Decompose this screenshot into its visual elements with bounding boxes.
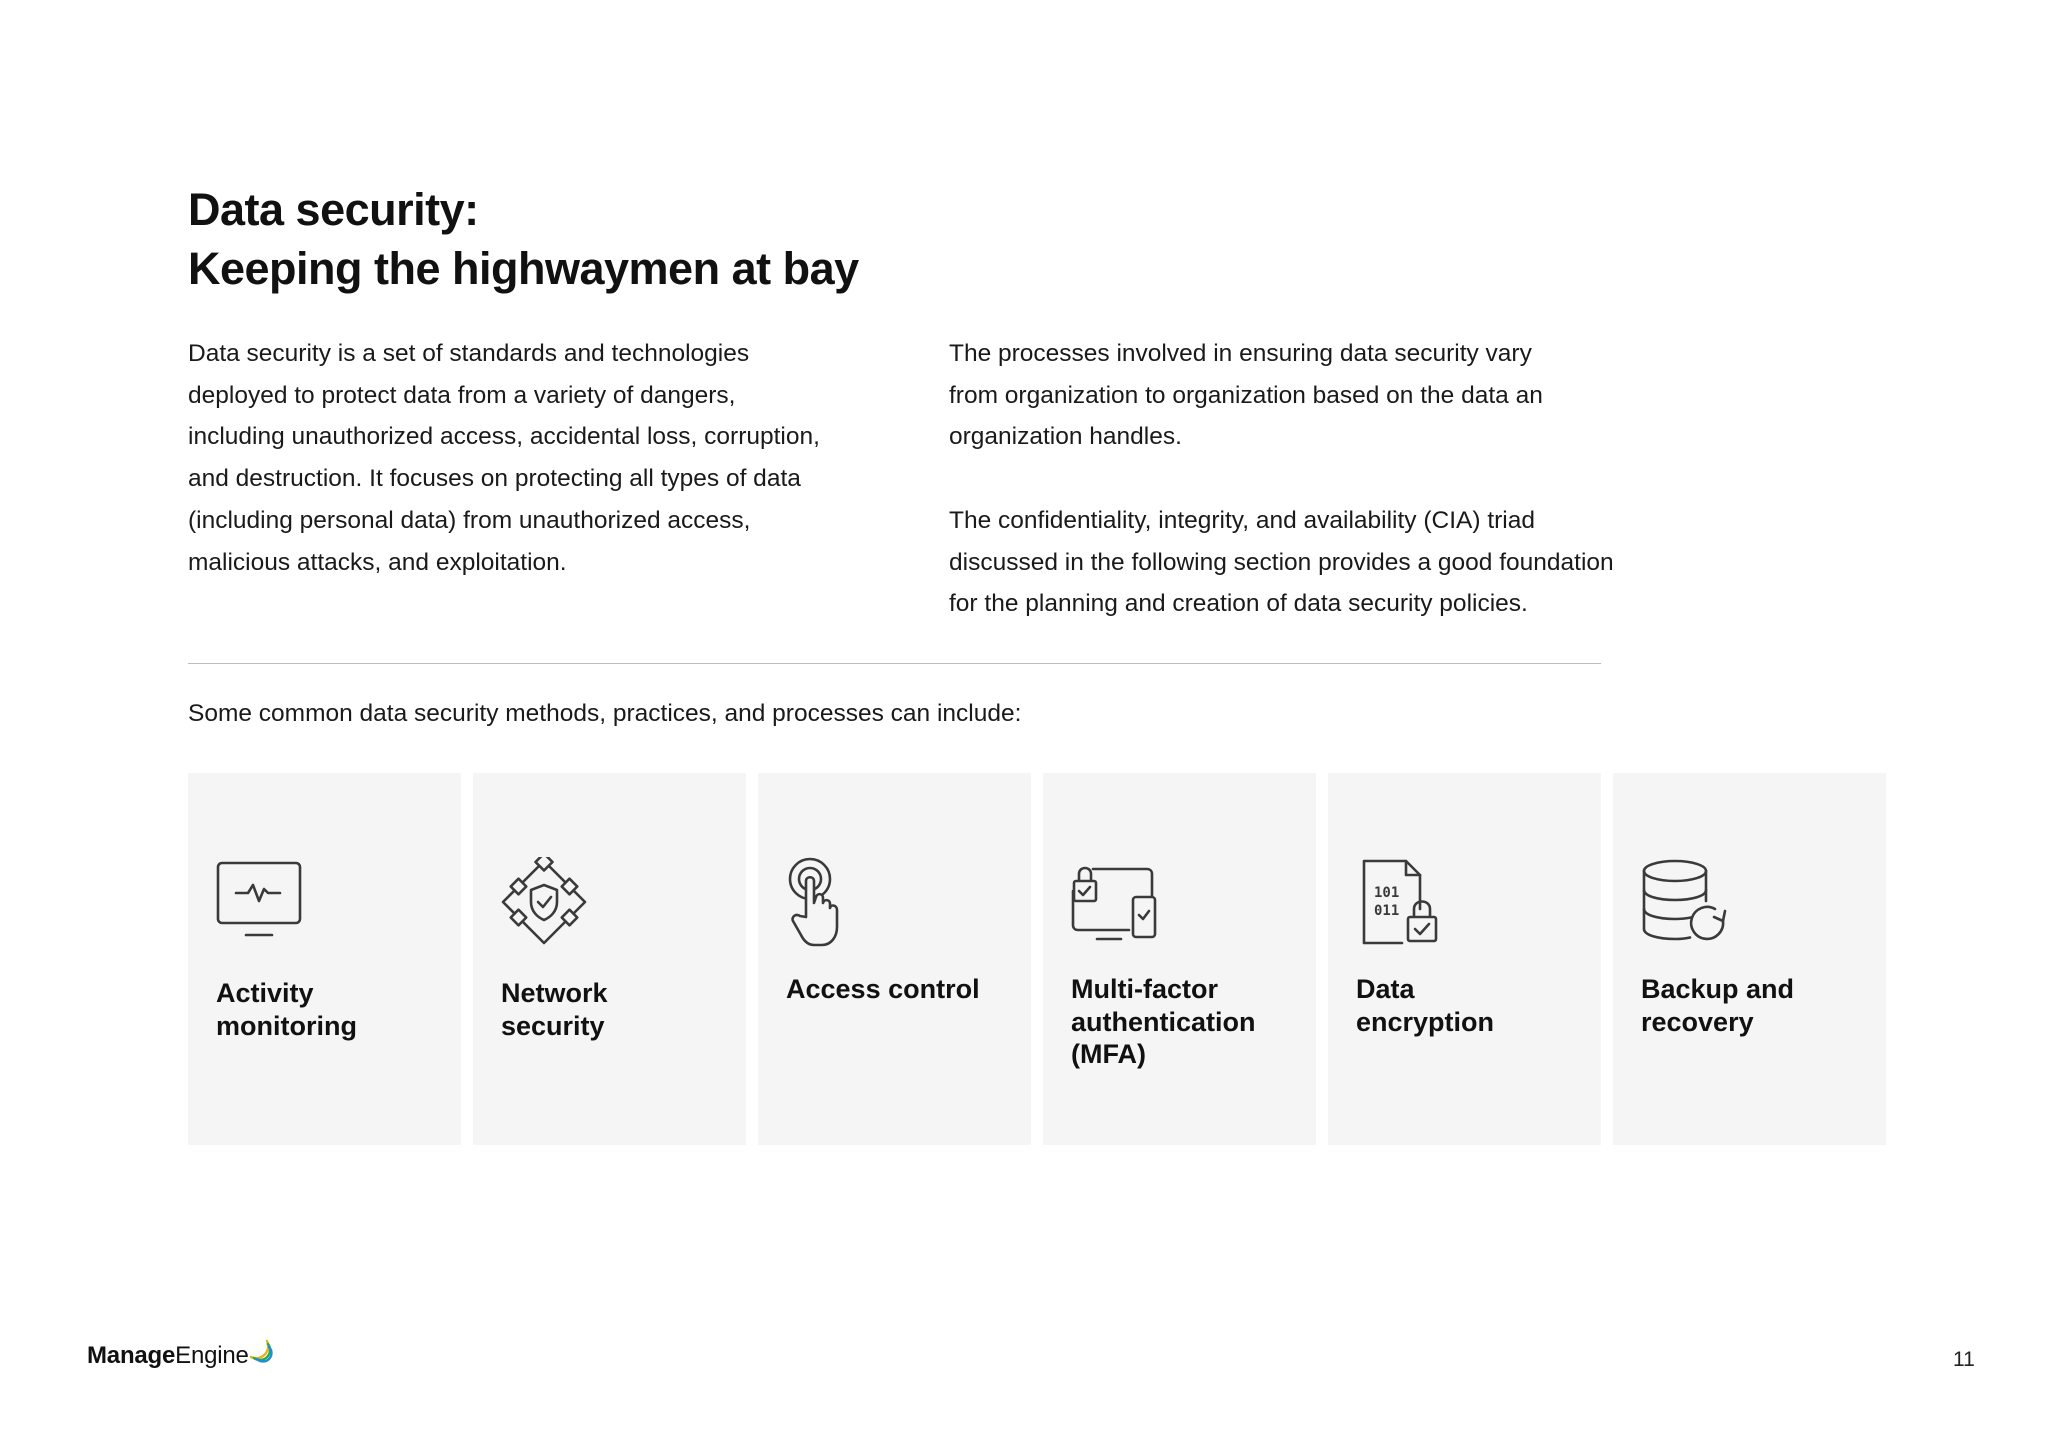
card-label: Multi-factor authentication (MFA) (1071, 974, 1256, 1069)
monitor-pulse-icon (214, 857, 304, 947)
encrypted-file-icon (1354, 857, 1444, 947)
multi-device-lock-icon (1069, 857, 1159, 947)
logo-text (87, 1341, 249, 1371)
card-activity-monitoring (188, 773, 461, 1145)
card-mfa (1043, 773, 1316, 1145)
database-refresh-icon (1639, 857, 1729, 947)
svg-text:101: 101 (1374, 885, 1400, 901)
network-shield-icon (499, 857, 589, 947)
page-title (188, 180, 859, 298)
card-label: Data encryption (1356, 974, 1495, 1037)
right-column (949, 333, 1689, 625)
section-divider (188, 663, 1601, 664)
left-column (188, 333, 888, 583)
methods-cards (188, 773, 1886, 1145)
page-number: 11 (1953, 1348, 1975, 1371)
card-network-security (473, 773, 746, 1145)
card-label: Access control (786, 974, 980, 1004)
svg-text:011: 011 (1374, 903, 1400, 919)
card-data-encryption (1328, 773, 1601, 1145)
logo-arc-icon (245, 1335, 273, 1363)
title-line-1: Data security: (188, 184, 479, 235)
logo-text-bold: Manage (87, 1342, 176, 1369)
right-paragraph-2: The confidentiality, integrity, and availability (CIA) triad discussed in the following section provides a good foundation for the planning and creation of data security policies. (949, 506, 1614, 618)
card-label: Backup and recovery (1641, 974, 1795, 1037)
left-paragraph: Data security is a set of standards and technologies deployed to protect data from a variety of dangers, including unauthorized access, accidental loss, corruption, and destruction. It focuses on protecting all types of data (including personal data) from unauthorized access, malicious attacks, and exploitation. (188, 340, 820, 576)
logo-text-regular: Engine (175, 1342, 249, 1369)
card-label: Network security (501, 978, 608, 1041)
card-backup-recovery (1613, 773, 1886, 1145)
touch-finger-icon (784, 857, 874, 947)
right-paragraph-1: The processes involved in ensuring data security vary from organization to organization based on the data an organization handles. (949, 340, 1543, 451)
title-line-2: Keeping the highwaymen at bay (188, 243, 859, 294)
card-access-control (758, 773, 1031, 1145)
card-label: Activity monitoring (216, 978, 357, 1041)
manageengine-logo (87, 1341, 273, 1371)
methods-intro: Some common data security methods, practices, and processes can include: (188, 700, 1022, 727)
